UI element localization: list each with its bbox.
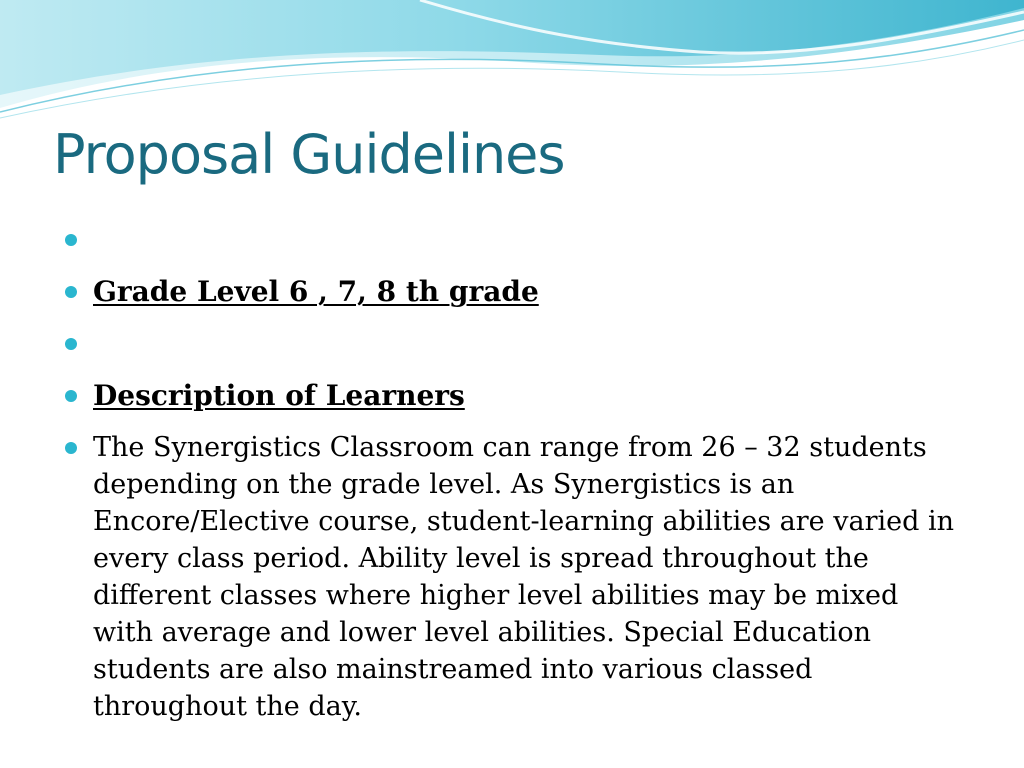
list-item-empty-1 [65, 221, 965, 258]
decorative-wave-banner [0, 0, 1024, 130]
bullet-dot-icon [65, 338, 77, 350]
list-item-description-paragraph [65, 429, 965, 725]
grade-level-heading: Grade Level 6 , 7, 8 th grade [93, 275, 539, 308]
description-paragraph: The Synergistics Classroom can range from 26 – 32 students depending on the grade level. As Synergistics is an Encore/Elective course, student-learning abilities are varied in every class period. Ability level is spread throughout the different classes where higher level abilities may be mixed with average and lower level abilities. Special Education students are also mainstreamed into various classed throughout the day. [93, 432, 955, 722]
bullet-dot-icon [65, 442, 77, 454]
list-item-description-heading [65, 377, 965, 414]
bullet-dot-icon [65, 390, 77, 402]
slide-title: Proposal Guidelines [53, 123, 565, 186]
list-item-empty-2 [65, 325, 965, 362]
bullet-dot-icon [65, 234, 77, 246]
list-item-grade-level [65, 273, 965, 310]
description-of-learners-heading: Description of Learners [93, 379, 465, 412]
bullet-list [65, 221, 965, 725]
bullet-dot-icon [65, 286, 77, 298]
